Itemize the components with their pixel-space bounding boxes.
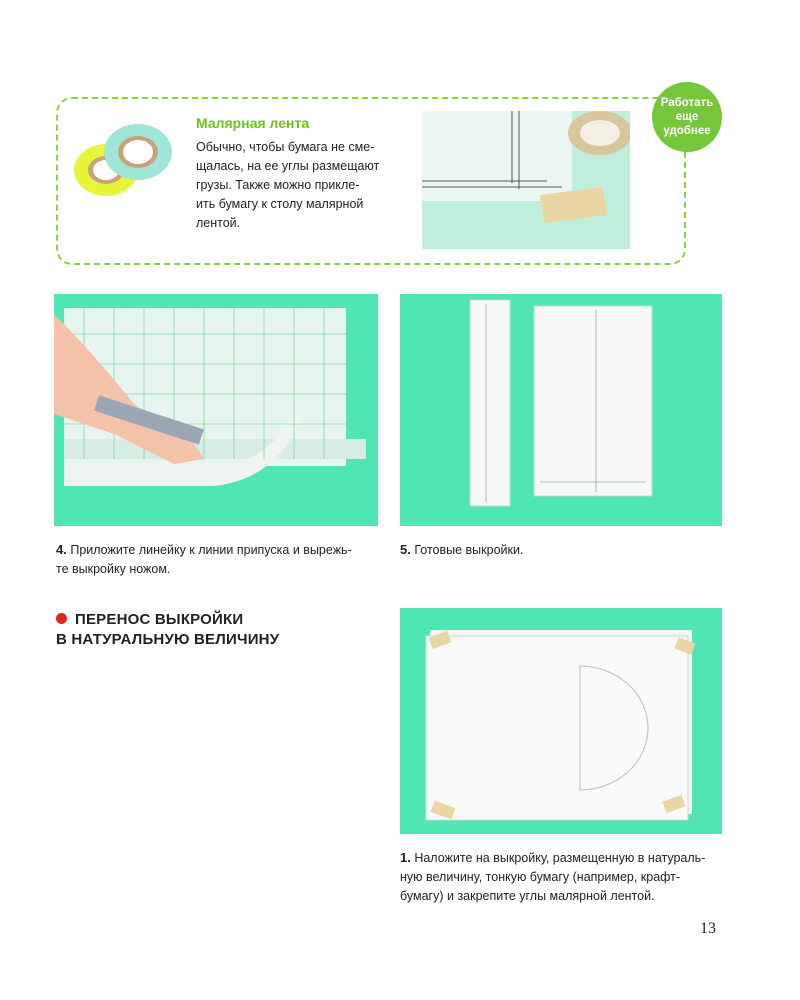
bullet-dot	[56, 613, 67, 624]
tip-text: Обычно, чтобы бумага не сме- щалась, на ее углы размещают грузы. Также можно прикле- ить бумагу к столу малярной лентой.	[196, 140, 380, 230]
step1-photo	[400, 608, 722, 834]
tape-photo	[422, 111, 630, 249]
tape-rolls-image	[64, 112, 174, 204]
tip-badge: Работать еще удобнее	[652, 82, 722, 152]
tip-title: Малярная лента	[196, 115, 310, 131]
step4-photo	[54, 294, 378, 526]
page-number: 13	[700, 920, 716, 937]
step5-photo	[400, 294, 722, 526]
step4-caption: 4. Приложите линейку к линии припуска и вырежь- те выкройку ножом.	[56, 542, 352, 576]
step1-caption: 1. Наложите на выкройку, размещенную в натураль- ную величину, тонкую бумагу (например, крафт- бумагу) и закрепите углы малярной лентой.	[400, 850, 706, 903]
step5-caption: 5. Готовые выкройки.	[400, 542, 524, 557]
section-title: ПЕРЕНОС ВЫКРОЙКИ В НАТУРАЛЬНУЮ ВЕЛИЧИНУ	[56, 611, 280, 648]
